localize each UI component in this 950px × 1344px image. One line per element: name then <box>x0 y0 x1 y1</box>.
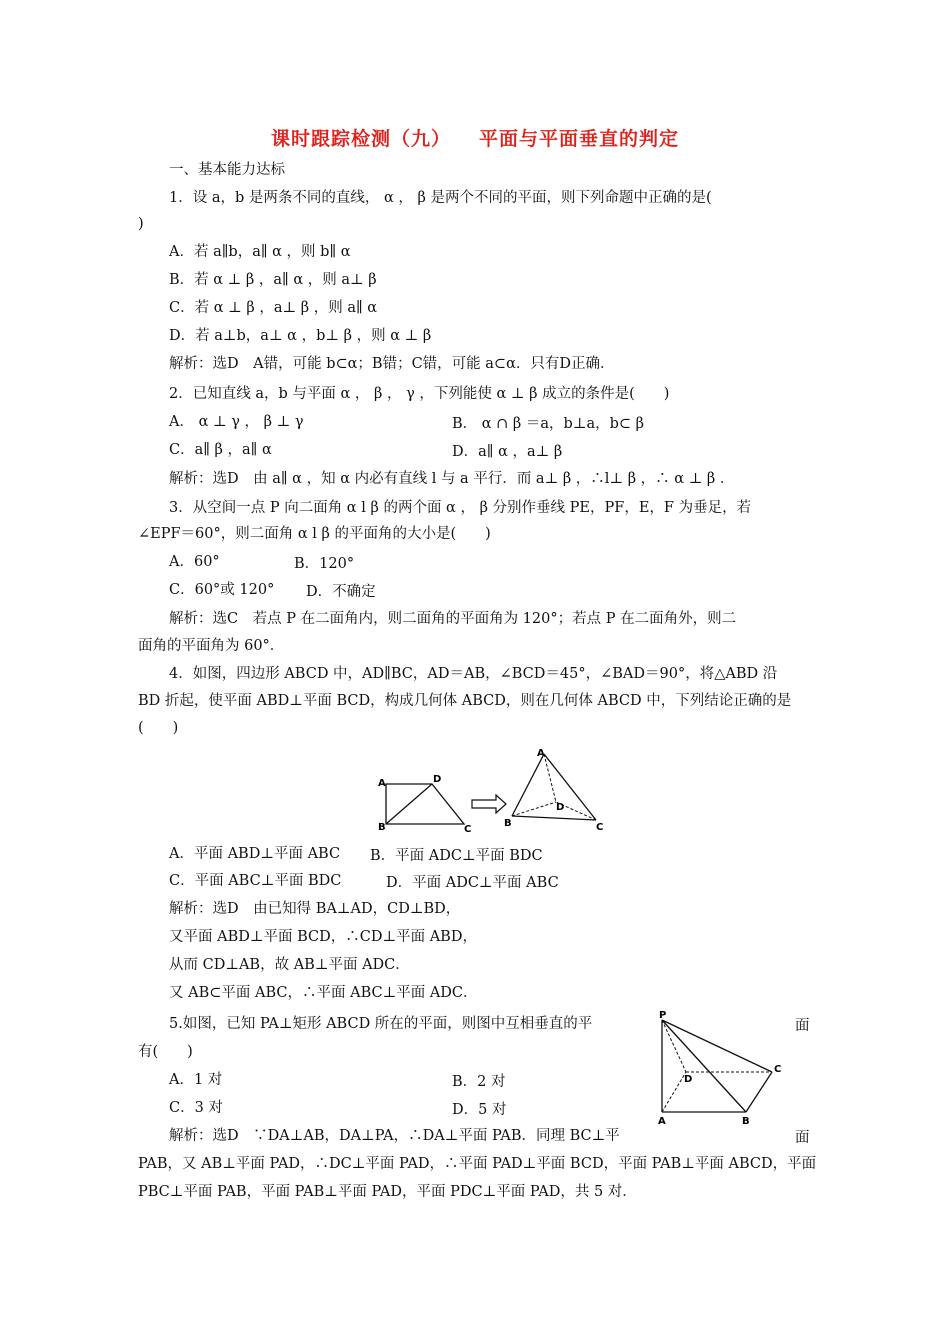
q3-stem-line2: ∠EPF＝60°，则二面角 α l β 的平面角的大小是( ) <box>138 526 491 542</box>
page-title <box>0 124 950 151</box>
q1-option-a: A．若 a∥b，a∥ α ，则 b∥ α <box>169 244 351 260</box>
q5-stem-line2: 有( ) <box>138 1044 193 1060</box>
label-b: B <box>378 822 386 833</box>
q5-solution-line2: PAB，又 AB⊥平面 PAD，∴DC⊥平面 PAD，∴平面 PAD⊥平面 BCD，平面 PAB⊥平面 ABCD，平面 <box>138 1156 817 1172</box>
label-c2: C <box>596 822 604 833</box>
q1-stem-line2: ) <box>138 216 144 232</box>
q4-solution-line4: 又 AB⊂平面 ABC，∴平面 ABC⊥平面 ADC． <box>169 985 478 1001</box>
diagonal-bd <box>386 784 432 824</box>
q5-stem-line1-end: 面 <box>795 1018 810 1034</box>
q2-option-d: D．a∥ α ，a⊥ β <box>452 444 563 460</box>
q5-solution-line1: 解析：选D ∵DA⊥AB，DA⊥PA，∴DA⊥平面 PAB．同理 BC⊥平 <box>169 1128 620 1144</box>
q5-option-b: B．2 对 <box>452 1074 506 1090</box>
q4-option-a: A．平面 ABD⊥平面 ABC <box>169 846 341 862</box>
label-p: P <box>659 1010 667 1021</box>
section-heading: 一、基本能力达标 <box>169 162 285 178</box>
label-b: B <box>742 1116 750 1127</box>
q4-solution-line3: 从而 CD⊥AB，故 AB⊥平面 ADC． <box>169 957 410 973</box>
q4-stem-line2: BD 折起，使平面 ABD⊥平面 BCD，构成几何体 ABCD，则在几何体 ABCD 中，下列结论正确的是 <box>138 693 792 709</box>
q1-option-b: B．若 α ⊥ β ，a∥ α ，则 a⊥ β <box>169 272 377 288</box>
q3-stem-line1: 3．从空间一点 P 向二面角 α l β 的两个面 α ， β 分别作垂线 PE，PF，E，F 为垂足，若 <box>169 500 752 516</box>
q1-solution: 解析：选D A错，可能 b⊂α；B错；C错，可能 a⊂α．只有D正确． <box>169 356 615 372</box>
q4-option-c: C．平面 ABC⊥平面 BDC <box>169 873 342 889</box>
q4-figure <box>372 744 622 836</box>
label-b2: B <box>504 818 512 829</box>
q5-option-d: D．5 对 <box>452 1102 507 1118</box>
label-a2: A <box>537 748 545 759</box>
q3-solution-line2: 面角的平面角为 60°． <box>138 638 285 654</box>
q2-option-c: C．a∥ β ，a∥ α <box>169 442 272 458</box>
fold-arrow-icon <box>472 795 506 813</box>
q4-option-b: B．平面 ADC⊥平面 BDC <box>370 848 543 864</box>
label-a: A <box>658 1116 666 1127</box>
label-d: D <box>433 774 442 785</box>
q5-solution-line3: PBC⊥平面 PAB，平面 PAB⊥平面 PAD，平面 PDC⊥平面 PAD，共 5 对． <box>138 1184 637 1200</box>
q3-solution-line1: 解析：选C 若点 P 在二面角内，则二面角的平面角为 120°；若点 P 在二面角外，则二 <box>169 611 737 627</box>
q4-stem-line3: ( ) <box>138 720 179 736</box>
q2-stem: 2．已知直线 a，b 与平面 α ， β ， γ ，下列能使 α ⊥ β 成立的条件是( ) <box>169 386 670 402</box>
q1-option-d: D．若 a⊥b，a⊥ α ，b⊥ β ，则 α ⊥ β <box>169 328 432 344</box>
q1-stem-line1: 1．设 a，b 是两条不同的直线， α ， β 是两个不同的平面，则下列命题中正确的是( <box>169 190 712 206</box>
q2-solution: 解析：选D 由 a∥ α ，知 α 内必有直线 l 与 a 平行．而 a⊥ β ，∴l⊥ β ，∴ α ⊥ β ． <box>169 471 735 487</box>
label-d: D <box>684 1074 693 1085</box>
title-left: 课时跟踪检测（九） <box>270 128 451 150</box>
label-c: C <box>464 824 472 835</box>
q5-option-a: A．1 对 <box>169 1072 223 1088</box>
q3-option-a: A．60° <box>169 554 220 570</box>
q4-solution-line1: 解析：选D 由已知得 BA⊥AD，CD⊥BD， <box>169 901 461 917</box>
q3-option-b: B．120° <box>294 556 355 572</box>
title-right: 平面与平面垂直的判定 <box>479 128 680 150</box>
q5-stem-line1: 5.如图，已知 PA⊥矩形 ABCD 所在的平面，则图中互相垂直的平 <box>169 1016 593 1032</box>
q2-option-b: B． α ∩ β ＝a，b⊥a，b⊂ β <box>452 416 645 432</box>
label-d2: D <box>556 802 565 813</box>
label-c: C <box>774 1064 782 1075</box>
q5-option-c: C．3 对 <box>169 1100 223 1116</box>
q3-option-c: C．60°或 120° <box>169 582 275 598</box>
q5-solution-line1-end: 面 <box>795 1130 810 1146</box>
q4-option-d: D．平面 ADC⊥平面 ABC <box>386 875 559 891</box>
q1-option-c: C．若 α ⊥ β ，a⊥ β ，则 a∥ α <box>169 300 378 316</box>
label-a: A <box>378 778 386 789</box>
q4-stem-line1: 4．如图，四边形 ABCD 中，AD∥BC，AD＝AB，∠BCD＝45°，∠BAD＝90°，将△ABD 沿 <box>169 666 778 682</box>
q4-solution-line2: 又平面 ABD⊥平面 BCD，∴CD⊥平面 ABD， <box>169 929 477 945</box>
q2-option-a: A． α ⊥ γ ， β ⊥ γ <box>169 414 304 430</box>
q5-figure <box>650 1008 790 1128</box>
q3-option-d: D．不确定 <box>306 584 376 600</box>
